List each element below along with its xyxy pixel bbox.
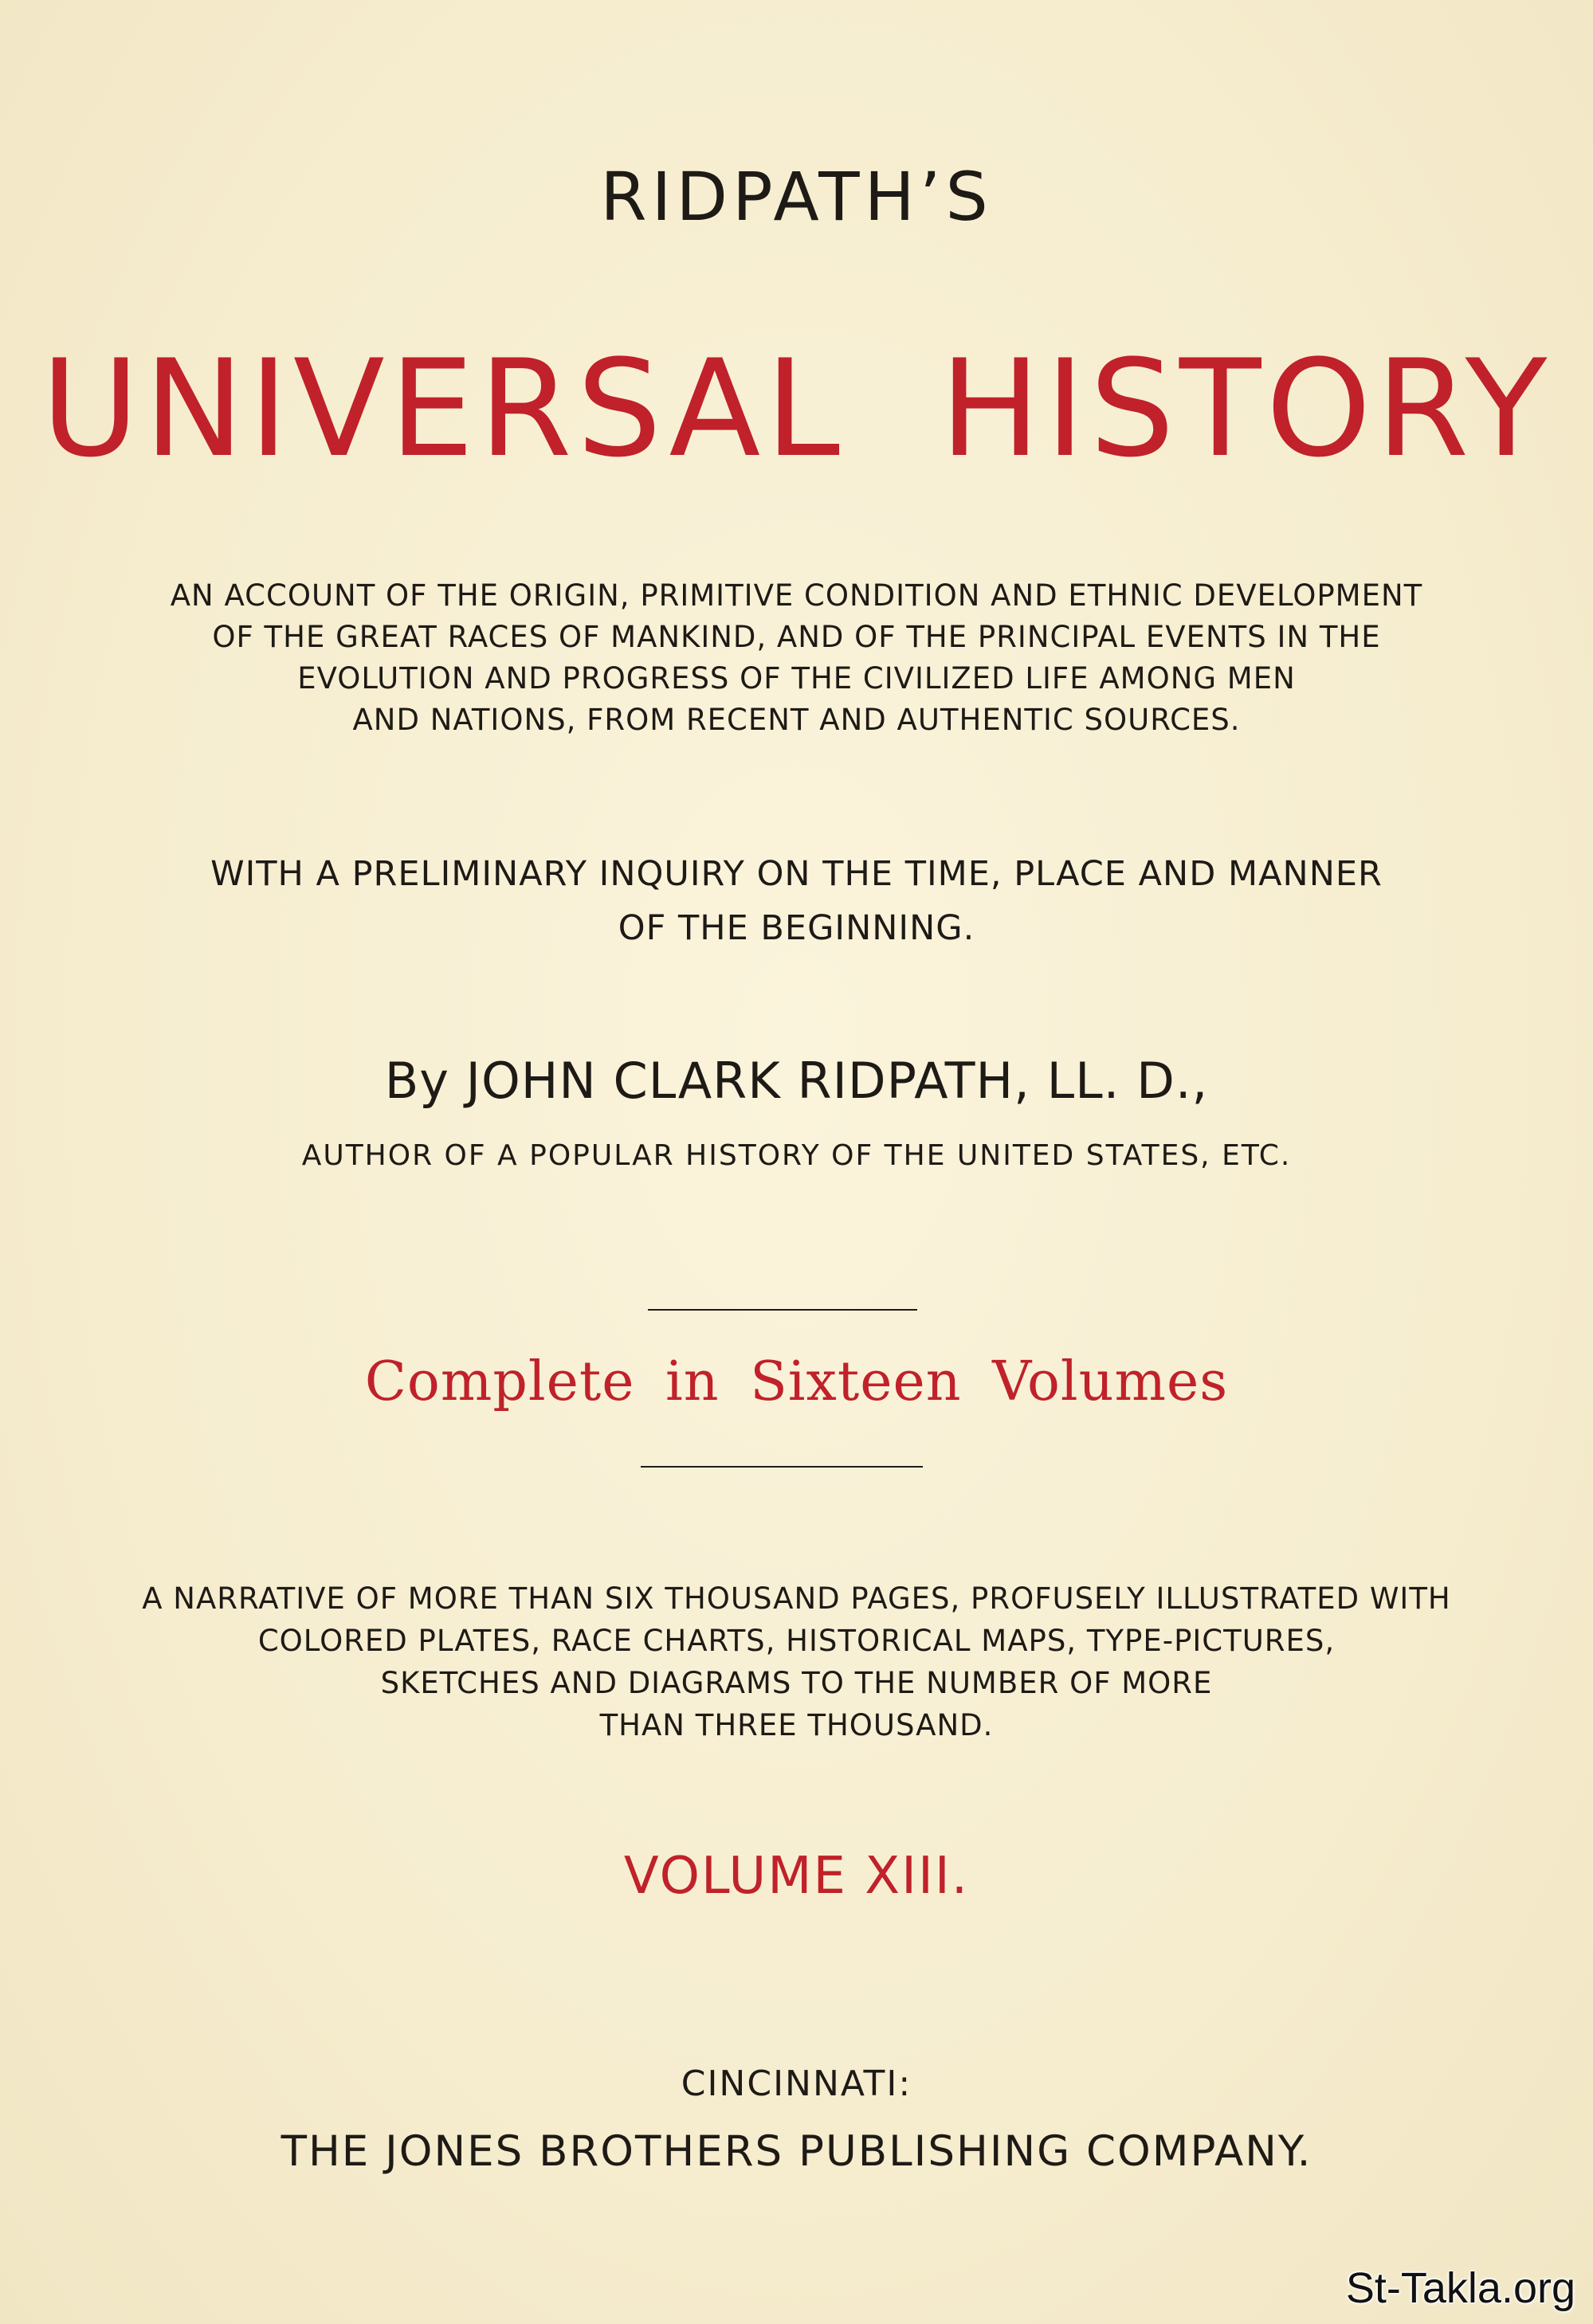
account-line: EVOLUTION AND PROGRESS OF THE CIVILIZED LIFE AMONG MEN [297,661,1296,696]
volume-number: VOLUME XIII. [623,1847,970,1906]
watermark-text: St-Takla.org [1345,2264,1575,2312]
author-credentials: AUTHOR OF A POPULAR HISTORY OF THE UNITED STATES, ETC. [301,1139,1292,1172]
account-line: OF THE GREAT RACES OF MANKIND, AND OF THE PRINCIPAL EVENTS IN THE [212,620,1381,654]
inquiry-line: WITH A PRELIMINARY INQUIRY ON THE TIME, PLACE AND MANNER [210,854,1383,894]
imprint-publisher: THE JONES BROTHERS PUBLISHING COMPANY. [281,2127,1312,2176]
title-possessive: RIDPATH’S [600,158,993,236]
narrative-line: COLORED PLATES, RACE CHARTS, HISTORICAL MAPS, TYPE-PICTURES, [257,1624,1336,1658]
title-main: UNIVERSAL HISTORY [41,331,1552,487]
imprint-city: CINCINNATI: [681,2063,912,2104]
edition-note: Complete in Sixteen Volumes [364,1350,1229,1413]
divider-rule-top [648,1309,917,1311]
narrative-paragraph [0,1577,1593,1746]
author-byline: By JOHN CLARK RIDPATH, LL. D., [384,1052,1209,1110]
inquiry-paragraph [0,847,1593,955]
account-line: AN ACCOUNT OF THE ORIGIN, PRIMITIVE CONDITION AND ETHNIC DEVELOPMENT [170,578,1423,613]
account-paragraph [0,575,1593,741]
divider-rule-bottom [641,1466,923,1468]
account-line: AND NATIONS, FROM RECENT AND AUTHENTIC SOURCES. [352,703,1241,737]
inquiry-line: OF THE BEGINNING. [618,908,975,948]
narrative-line: THAN THREE THOUSAND. [599,1708,994,1742]
narrative-line: A NARRATIVE OF MORE THAN SIX THOUSAND PAGES, PROFUSELY ILLUSTRATED WITH [142,1581,1451,1616]
narrative-line: SKETCHES AND DIAGRAMS TO THE NUMBER OF MORE [380,1666,1213,1700]
